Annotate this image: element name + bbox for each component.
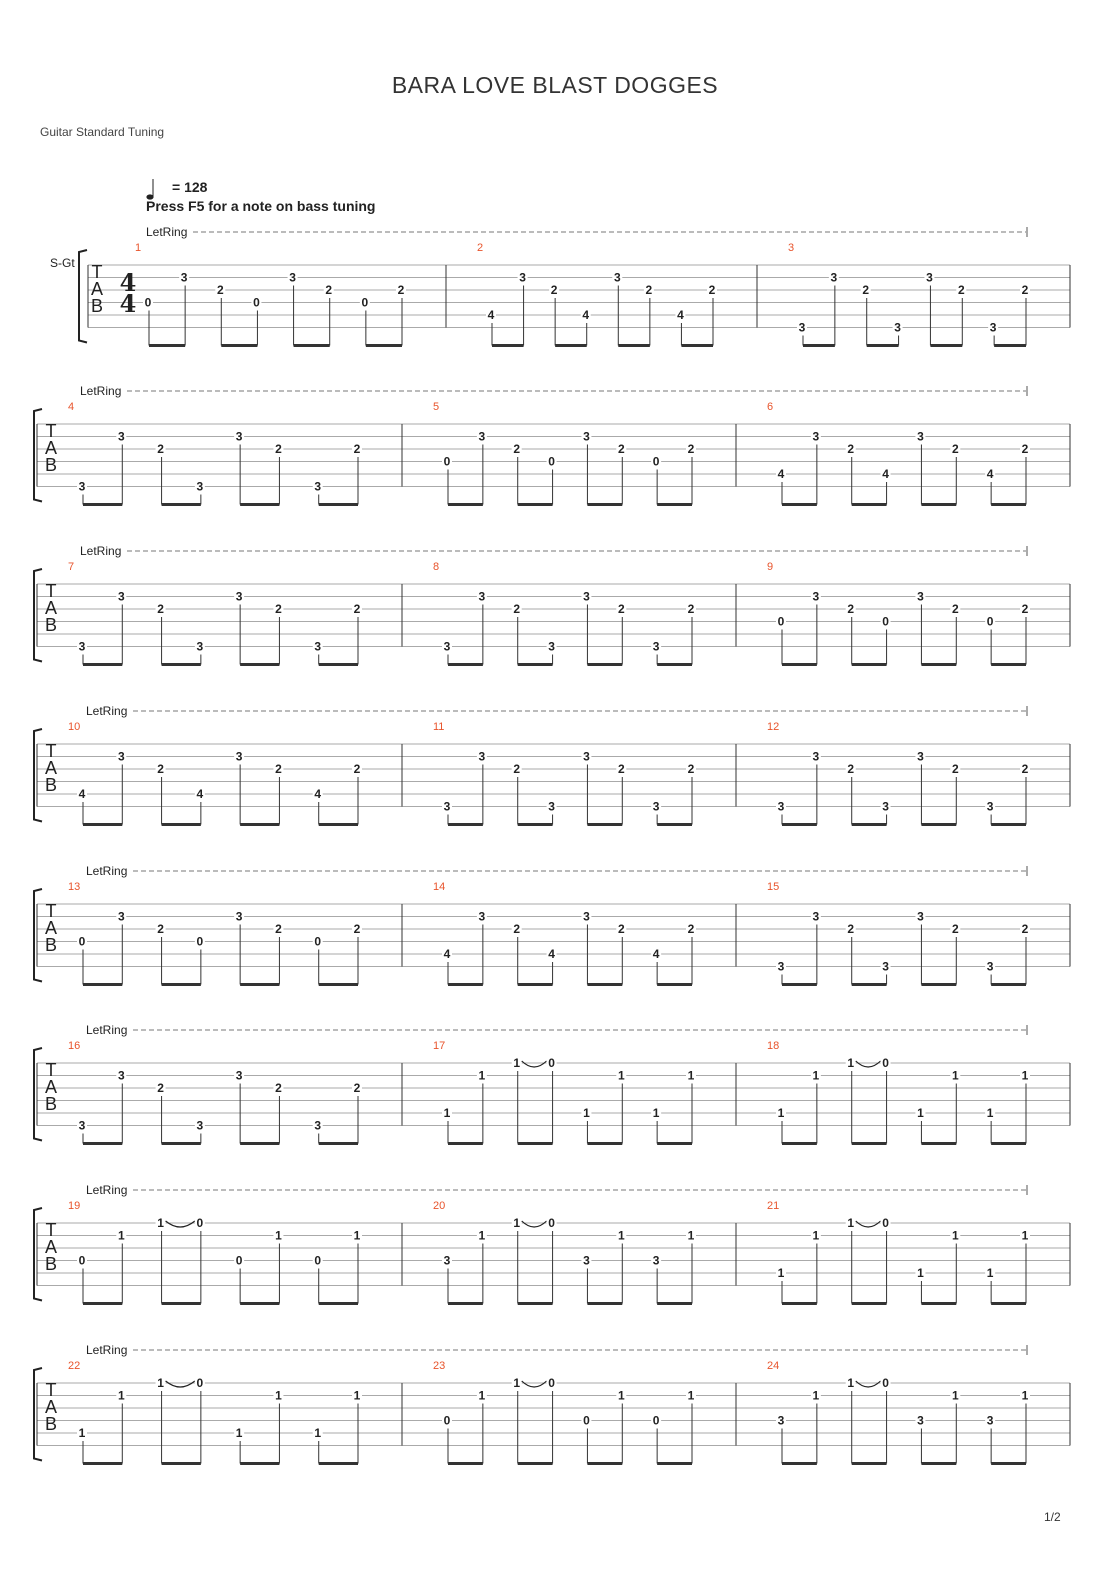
fret-number: 3 [443,799,451,814]
page-number: 1/2 [1044,1510,1061,1524]
fret-number: 3 [478,909,486,924]
fret-number: 2 [847,602,855,616]
tie-arc [856,1381,881,1387]
fret-number: 3 [78,1118,86,1133]
fret-number: 2 [1021,283,1029,297]
tab-clef-letter: A [44,758,58,778]
fret-number: 3 [117,429,125,444]
fret-number: 3 [812,749,820,764]
fret-number: 2 [1021,922,1029,936]
tab-clef-letter: B [44,935,58,955]
fret-number: 3 [882,799,889,814]
fret-number: 3 [652,799,660,814]
fret-number: 1 [617,1388,625,1403]
measure-number: 9 [767,561,774,573]
fret-number: 3 [78,639,86,654]
let-ring-label: LetRing [80,384,122,398]
fret-number: 1 [157,1376,164,1390]
fret-number: 2 [353,762,361,776]
fret-number: 0 [443,1413,451,1428]
fret-number: 0 [443,454,451,469]
time-signature-denominator: 4 [119,289,137,318]
tie-arc [522,1221,547,1227]
fret-number: 2 [353,922,361,936]
measure-number: 17 [433,1040,446,1052]
tab-clef-letter: B [44,455,58,475]
fret-number: 3 [917,749,924,764]
fret-number: 2 [687,442,695,456]
fret-number: 1 [513,1216,521,1230]
tab-clef-letter: T [45,1220,57,1240]
fret-number: 0 [583,1413,590,1428]
fret-number: 2 [1021,602,1029,616]
fret-number: 3 [798,320,806,335]
fret-number: 3 [812,589,820,604]
tie-arc [166,1381,195,1387]
fret-number: 4 [443,947,451,961]
fret-number: 2 [617,442,625,456]
tie-arc [856,1061,881,1067]
fret-number: 2 [847,762,855,776]
measure-number: 19 [68,1200,81,1212]
tab-clef-letter: B [44,775,58,795]
fret-number: 3 [894,320,901,335]
fret-number: 2 [617,922,625,936]
fret-number: 0 [548,454,555,469]
fret-number: 1 [986,1266,994,1280]
fret-number: 3 [917,429,924,444]
fret-number: 2 [275,442,282,456]
fret-number: 3 [548,639,555,654]
measure-number: 1 [135,242,142,254]
fret-number: 3 [986,959,994,974]
fret-number: 3 [519,270,526,285]
fret-number: 3 [289,270,296,285]
let-ring-label: LetRing [80,544,122,558]
measure-number: 12 [767,721,780,733]
tab-clef-letter: T [45,1380,57,1400]
fret-number: 1 [117,1228,125,1243]
measure-number: 10 [68,721,81,733]
fret-number: 2 [275,602,282,616]
fret-number: 3 [777,1413,785,1428]
fret-number: 2 [645,283,653,297]
fret-number: 3 [196,479,204,494]
tie-arc [166,1221,195,1227]
fret-number: 1 [847,1376,855,1390]
fret-number: 2 [513,762,521,776]
tab-clef-letter: T [45,741,57,761]
fret-number: 2 [708,283,716,297]
fret-number: 4 [487,308,495,322]
time-signature-numerator: 4 [119,268,137,297]
fret-number: 4 [314,787,322,801]
fret-number: 3 [478,429,486,444]
fret-number: 4 [78,787,86,801]
fret-number: 2 [951,922,959,936]
tuning-label: Guitar Standard Tuning [40,125,165,139]
fret-number: 1 [314,1426,322,1440]
tie-arc [522,1381,547,1387]
tab-clef-letter: A [44,1077,58,1097]
fret-number: 3 [652,1253,660,1268]
measure-number: 7 [68,561,75,573]
fret-number: 3 [812,909,820,924]
fret-number: 3 [583,909,590,924]
fret-number: 1 [1021,1388,1029,1403]
fret-number: 2 [1021,442,1029,456]
fret-number: 0 [652,1413,660,1428]
fret-number: 4 [882,467,889,481]
fret-number: 3 [583,589,590,604]
fret-number: 0 [777,614,785,629]
fret-number: 3 [235,429,243,444]
fret-number: 2 [550,283,558,297]
fret-number: 0 [882,1376,889,1390]
fret-number: 4 [986,467,994,481]
tab-clef-letter: A [90,279,104,299]
fret-number: 2 [513,442,521,456]
tab-clef-letter: B [44,1254,58,1274]
fret-number: 0 [78,934,86,949]
fret-number: 4 [677,308,684,322]
fret-number: 1 [157,1216,164,1230]
fret-number: 1 [652,1106,660,1120]
fret-number: 0 [986,614,994,629]
fret-number: 2 [687,762,695,776]
fret-number: 2 [353,442,361,456]
measure-number: 14 [433,881,446,893]
fret-number: 3 [235,909,243,924]
fret-number: 2 [353,602,361,616]
fret-number: 3 [314,479,322,494]
fret-number: 3 [548,799,555,814]
fret-number: 3 [989,320,997,335]
fret-number: 3 [180,270,188,285]
tab-clef-letter: A [44,1237,58,1257]
tab-clef-letter: B [44,1094,58,1114]
fret-number: 2 [353,1081,361,1095]
track-name: S-Gt [50,256,75,270]
fret-number: 0 [196,934,204,949]
fret-number: 4 [582,308,590,322]
system-bracket [79,250,87,343]
fret-number: 1 [777,1106,785,1120]
fret-number: 0 [196,1216,204,1230]
fret-number: 1 [986,1106,994,1120]
fret-number: 2 [862,283,870,297]
fret-number: 4 [777,467,785,481]
tempo-marking: = 128 [172,179,208,195]
fret-number: 1 [847,1216,855,1230]
fret-number: 3 [443,1253,451,1268]
fret-number: 3 [986,799,994,814]
fret-number: 2 [157,922,164,936]
fret-number: 3 [117,749,125,764]
fret-number: 4 [652,947,660,961]
fret-number: 0 [361,295,369,310]
song-title: BARA LOVE BLAST DOGGES [391,72,719,98]
measure-number: 3 [788,242,795,254]
fret-number: 1 [443,1106,451,1120]
fret-number: 3 [478,589,486,604]
fret-number: 2 [157,442,164,456]
fret-number: 1 [478,1388,486,1403]
fret-number: 0 [548,1216,555,1230]
fret-number: 3 [478,749,486,764]
system-bracket [34,1048,42,1141]
fret-number: 4 [548,947,555,961]
measure-number: 11 [433,721,445,733]
fret-number: 1 [617,1228,625,1243]
measure-number: 22 [68,1360,81,1372]
fret-number: 3 [917,1413,924,1428]
fret-number: 0 [652,454,660,469]
tab-clef-letter: T [45,901,57,921]
fret-number: 2 [325,283,333,297]
fret-number: 3 [235,749,243,764]
system-bracket [34,889,42,982]
fret-number: 1 [583,1106,590,1120]
fret-number: 1 [687,1388,695,1403]
fret-number: 1 [275,1388,282,1403]
tab-clef-letter: B [44,615,58,635]
fret-number: 2 [275,1081,282,1095]
fret-number: 4 [196,787,204,801]
let-ring-label: LetRing [146,225,188,239]
measure-number: 18 [767,1040,780,1052]
fret-number: 2 [957,283,965,297]
fret-number: 2 [617,602,625,616]
tab-clef-letter: B [90,296,104,316]
tab-clef-letter: A [44,1397,58,1417]
measure-number: 6 [767,401,774,413]
fret-number: 3 [613,270,621,285]
measure-number: 13 [68,881,81,893]
let-ring-label: LetRing [86,1343,128,1357]
fret-number: 2 [275,922,282,936]
fret-number: 0 [196,1376,204,1390]
fret-number: 3 [583,749,590,764]
measure-number: 16 [68,1040,81,1052]
fret-number: 1 [513,1056,521,1070]
fret-number: 1 [353,1388,361,1403]
fret-number: 3 [777,959,785,974]
fret-number: 3 [652,639,660,654]
fret-number: 0 [548,1376,555,1390]
instruction-text: Press F5 for a note on bass tuning [146,198,376,214]
let-ring-label: LetRing [86,1183,128,1197]
fret-number: 3 [917,589,924,604]
let-ring-label: LetRing [86,864,128,878]
fret-number: 3 [314,639,322,654]
fret-number: 1 [777,1266,785,1280]
fret-number: 0 [144,295,152,310]
tab-clef-letter: T [91,262,103,282]
measure-number: 2 [477,242,484,254]
fret-number: 1 [951,1388,959,1403]
fret-number: 3 [812,429,820,444]
fret-number: 3 [117,589,125,604]
fret-number: 2 [951,762,959,776]
fret-number: 0 [548,1056,555,1070]
measure-number: 20 [433,1200,446,1212]
fret-number: 2 [687,922,695,936]
fret-number: 1 [117,1388,125,1403]
fret-number: 3 [196,1118,204,1133]
tab-clef-letter: T [45,421,57,441]
tab-clef-letter: A [44,598,58,618]
tie-arc [522,1061,547,1067]
fret-number: 3 [117,1068,125,1083]
fret-number: 1 [478,1068,486,1083]
fret-number: 3 [196,639,204,654]
fret-number: 2 [513,922,521,936]
fret-number: 3 [78,479,86,494]
fret-number: 3 [235,1068,243,1083]
fret-number: 0 [314,934,322,949]
fret-number: 2 [157,762,164,776]
system-bracket [34,409,42,502]
fret-number: 3 [314,1118,322,1133]
fret-number: 1 [951,1068,959,1083]
fret-number: 2 [157,602,164,616]
measure-number: 21 [767,1200,780,1212]
measure-number: 4 [68,401,75,413]
fret-number: 1 [917,1266,924,1280]
fret-number: 3 [583,1253,590,1268]
tab-clef-letter: A [44,918,58,938]
fret-number: 1 [812,1388,820,1403]
fret-number: 2 [617,762,625,776]
tab-clef-letter: T [45,1060,57,1080]
fret-number: 2 [951,602,959,616]
fret-number: 1 [951,1228,959,1243]
fret-number: 3 [235,589,243,604]
fret-number: 1 [478,1228,486,1243]
let-ring-label: LetRing [86,1023,128,1037]
fret-number: 2 [847,442,855,456]
fret-number: 1 [353,1228,361,1243]
fret-number: 2 [157,1081,164,1095]
fret-number: 2 [216,283,224,297]
fret-number: 1 [235,1426,243,1440]
fret-number: 2 [1021,762,1029,776]
fret-number: 2 [397,283,405,297]
measure-number: 8 [433,561,440,573]
fret-number: 0 [882,1056,889,1070]
fret-number: 1 [687,1228,695,1243]
fret-number: 1 [1021,1228,1029,1243]
fret-number: 3 [926,270,933,285]
fret-number: 0 [253,295,260,310]
fret-number: 2 [513,602,521,616]
measure-number: 15 [767,881,780,893]
fret-number: 3 [777,799,785,814]
fret-number: 1 [275,1228,282,1243]
fret-number: 0 [78,1253,86,1268]
fret-number: 2 [687,602,695,616]
fret-number: 2 [951,442,959,456]
fret-number: 3 [443,639,451,654]
system-bracket [34,569,42,662]
fret-number: 3 [117,909,125,924]
tab-clef-letter: A [44,438,58,458]
fret-number: 0 [882,1216,889,1230]
fret-number: 1 [847,1056,855,1070]
fret-number: 1 [617,1068,625,1083]
fret-number: 2 [275,762,282,776]
measure-number: 24 [767,1360,780,1372]
tab-clef-letter: T [45,581,57,601]
fret-number: 1 [513,1376,521,1390]
fret-number: 3 [986,1413,994,1428]
fret-number: 1 [812,1228,820,1243]
fret-number: 1 [78,1426,86,1440]
fret-number: 0 [314,1253,322,1268]
system-bracket [34,1368,42,1461]
system-bracket [34,729,42,822]
fret-number: 3 [882,959,889,974]
measure-number: 5 [433,401,440,413]
system-bracket [34,1208,42,1301]
fret-number: 1 [687,1068,695,1083]
fret-number: 0 [882,614,889,629]
tab-clef-letter: B [44,1414,58,1434]
measure-number: 23 [433,1360,446,1372]
fret-number: 0 [235,1253,243,1268]
fret-number: 3 [830,270,838,285]
let-ring-label: LetRing [86,704,128,718]
fret-number: 2 [847,922,855,936]
fret-number: 1 [1021,1068,1029,1083]
fret-number: 3 [583,429,590,444]
tie-arc [856,1221,881,1227]
fret-number: 1 [917,1106,924,1120]
fret-number: 1 [812,1068,820,1083]
fret-number: 3 [917,909,924,924]
